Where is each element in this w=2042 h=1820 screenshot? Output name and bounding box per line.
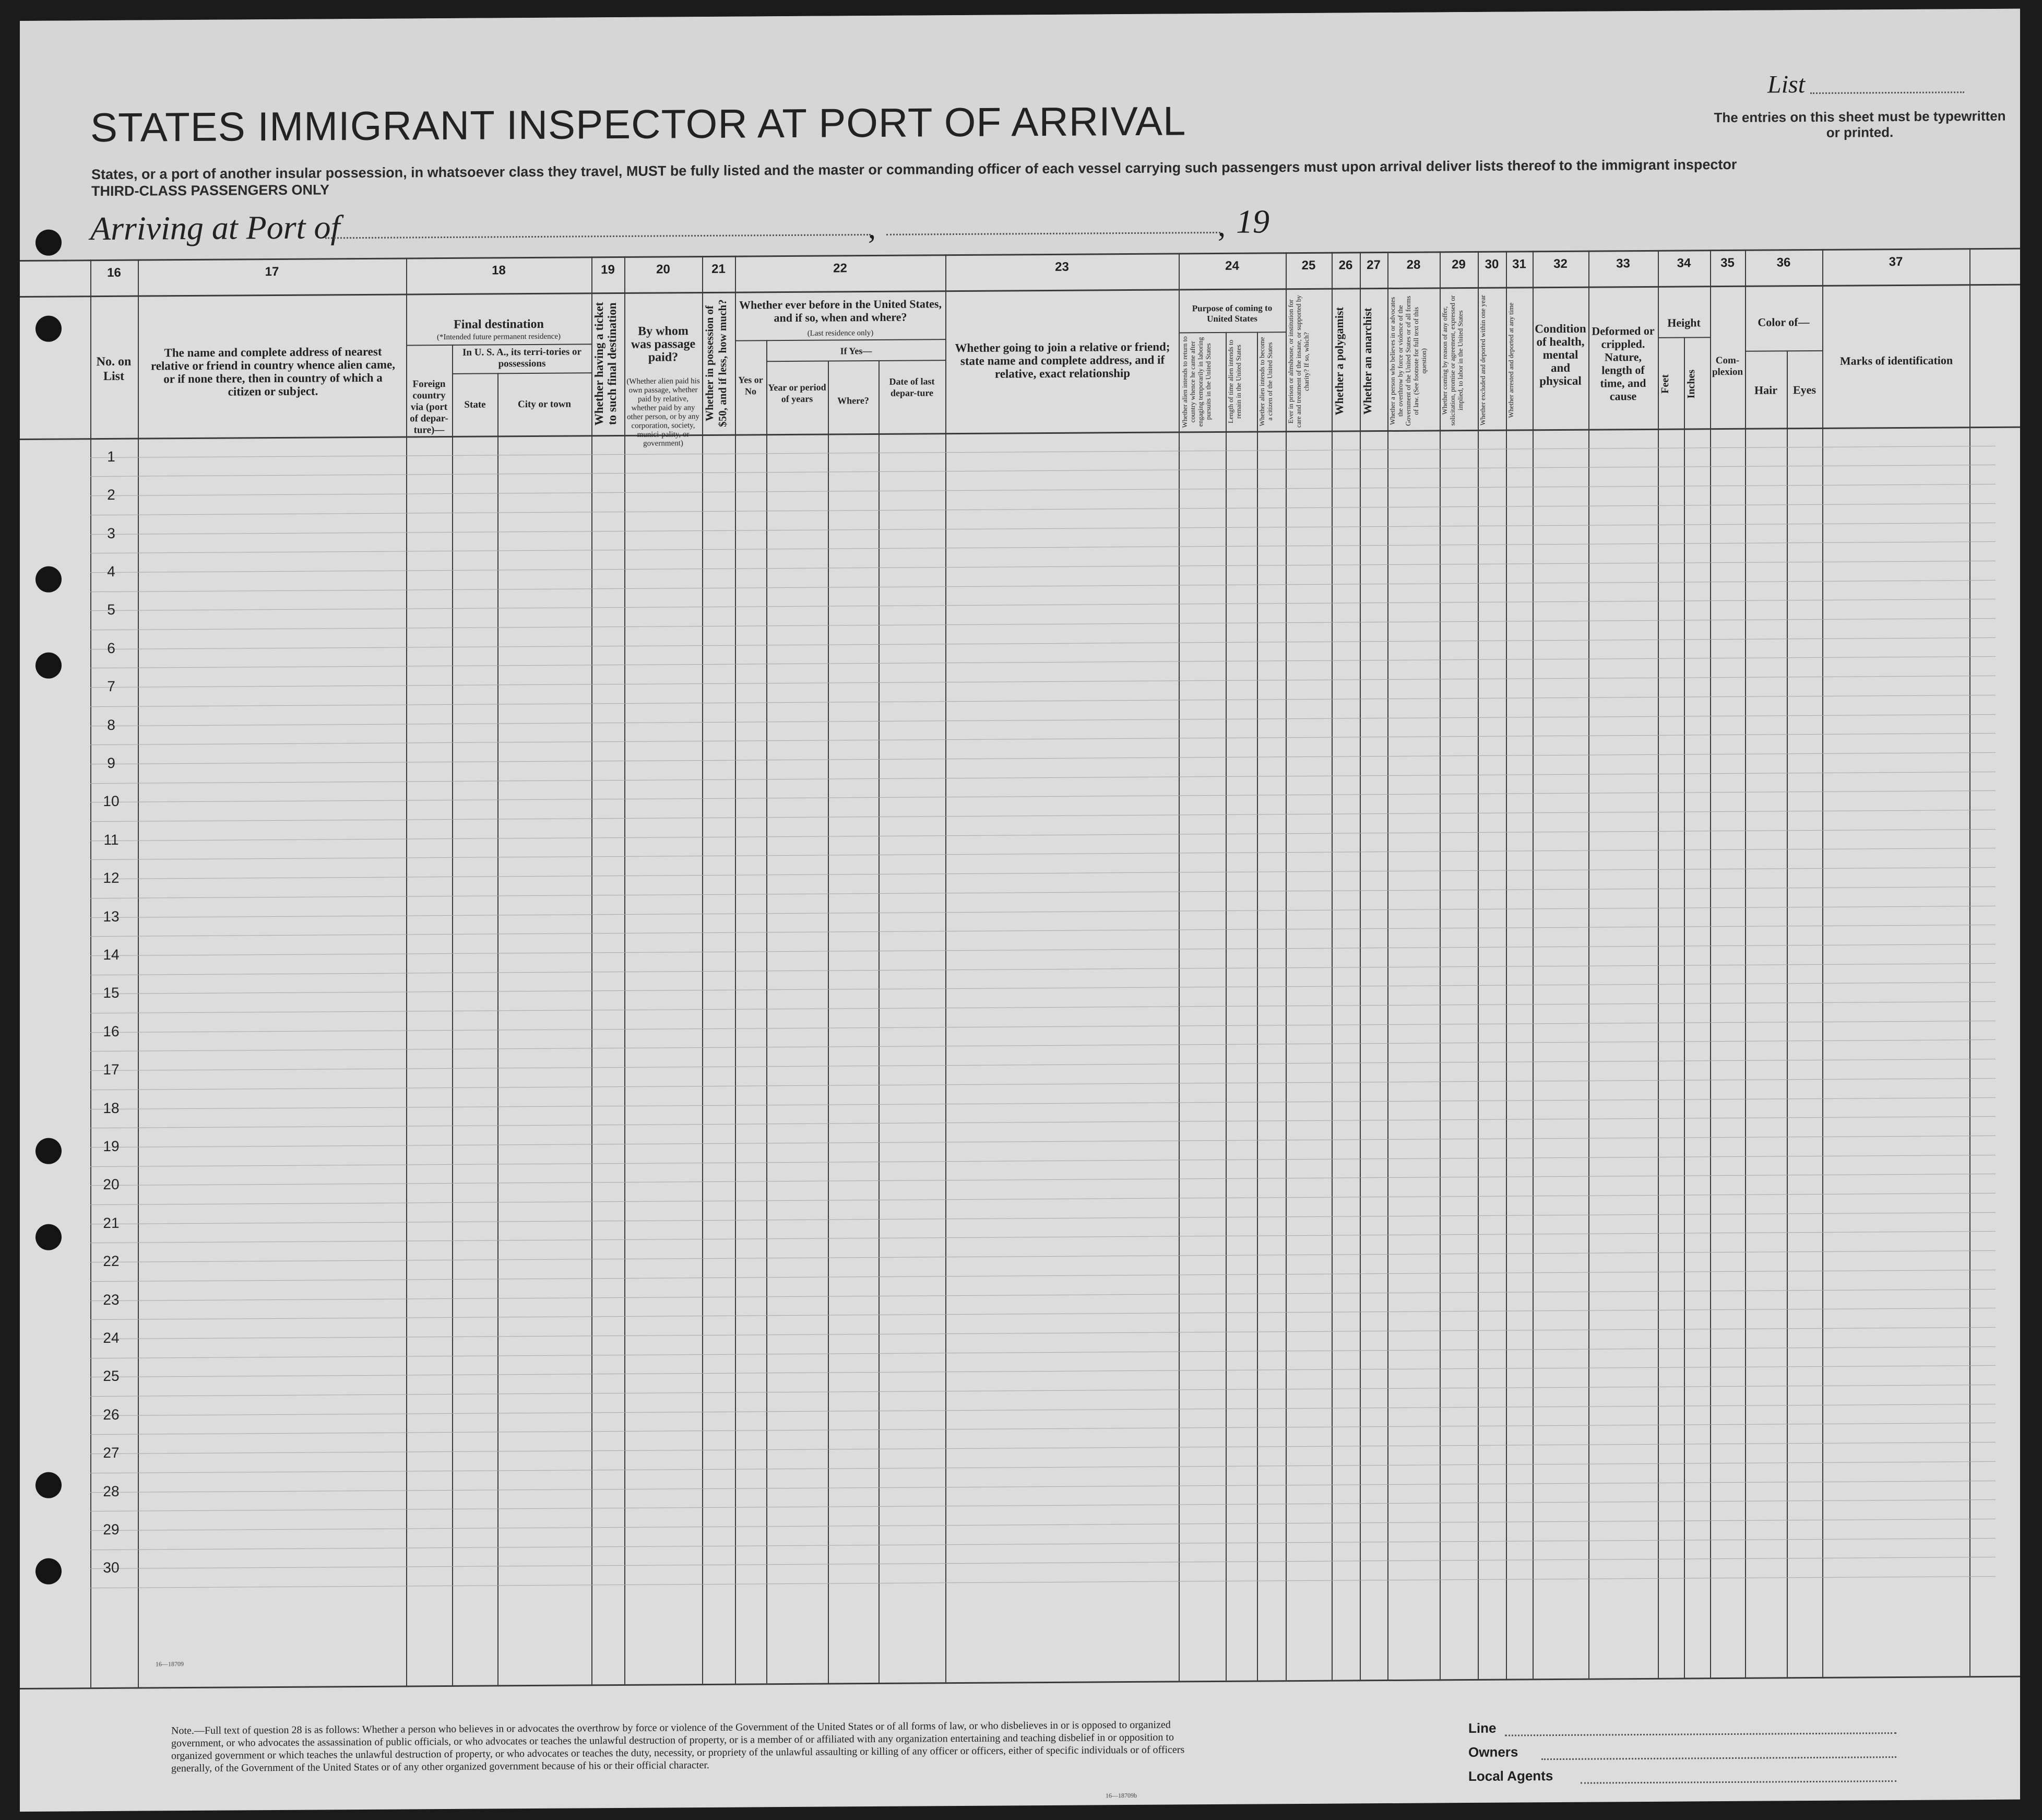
row-number: 10 <box>103 793 120 810</box>
column-number: 32 <box>1553 256 1568 271</box>
heading-no-on-list: No. on List <box>96 354 132 384</box>
column-number: 27 <box>1367 258 1381 273</box>
year-prefix: 19 <box>1236 203 1269 240</box>
comma-mark: , <box>1218 208 1226 243</box>
row-number: 5 <box>107 601 115 618</box>
grid-line <box>20 427 2020 440</box>
class-line: THIRD-CLASS PASSENGERS ONLY <box>91 182 330 199</box>
heading-eyes: Eyes <box>1793 383 1816 397</box>
heading-purpose: Purpose of coming to United States <box>1192 303 1273 324</box>
row-number: 8 <box>107 716 115 733</box>
heading-inches: Inches <box>1685 369 1697 399</box>
column-number: 26 <box>1338 258 1353 273</box>
column-number: 21 <box>711 262 726 276</box>
heading-feet: Feet <box>1659 374 1671 394</box>
column-number: 29 <box>1452 257 1466 272</box>
owners-label: Owners <box>1468 1744 1518 1760</box>
footnote-q28: Note.—Full text of question 28 is as follows: Whether a person who believes in or advocates the overthrow by force or violence of the Government of the United States or of all forms of law, or who disbelieves in or is opposed to organized government, or who advocates the assassination of public officials, or who advocates or teaches the unlawful destruction of property, or is a member of or affiliated with any organization entertaining and teaching disbelief in or opposition to organized government or which teaches the unlawful destruction of property, or who advocates or teaches the duty, necessity, or propriety of the unlawful assaulting or killing of any officer or officers, either of specific individuals or of officers generally, of the Government of the United States or of any other organized government because of his or their official character. <box>171 1719 1185 1775</box>
heading-city: City or town <box>517 398 572 410</box>
heading-final-destination: Final destination <box>454 317 544 332</box>
row-number: 13 <box>103 908 120 925</box>
row-number: 22 <box>103 1252 120 1270</box>
grid-line <box>878 360 880 1683</box>
heading-marks: Marks of identification <box>1839 353 1953 368</box>
heading-anarchist: Whether an anarchist <box>1361 308 1374 415</box>
line-label: Line <box>1468 1720 1497 1736</box>
heading-join-relative: Whether going to join a relative or friend; state name and complete address, and if relative, exact relationship <box>955 340 1170 381</box>
form-number: 16—18709b <box>1106 1791 1137 1800</box>
heading-ticket: Whether having a ticket to such final destination <box>592 302 619 426</box>
heading-complexion: Com-plexion <box>1712 354 1743 378</box>
grid-line <box>452 372 591 374</box>
heading-state: State <box>464 399 486 410</box>
row-number: 27 <box>103 1444 120 1461</box>
heading-yes-no: Yes or No <box>738 374 763 397</box>
grid-line <box>766 360 945 362</box>
row-number: 30 <box>103 1559 120 1576</box>
form-number: 16—18709 <box>156 1660 184 1668</box>
manifest-sheet <box>20 9 2020 1812</box>
grid-line <box>1787 350 1788 1677</box>
column-number: 30 <box>1485 257 1499 271</box>
row-number: 14 <box>103 946 120 963</box>
row-number: 24 <box>103 1329 120 1346</box>
column-number: 18 <box>492 263 506 278</box>
manifest-grid <box>20 9 2020 1812</box>
column-number: 25 <box>1301 258 1316 273</box>
grid-line <box>20 1676 2020 1689</box>
row-number: 17 <box>103 1061 120 1078</box>
column-number: 22 <box>833 261 847 276</box>
heading-deformed: Deformed or crippled. Nature, length of time, and cause <box>1592 324 1655 403</box>
heading-q30: Whether excluded and deported within one year <box>1479 295 1487 426</box>
heading-foreign-country: Foreign country via (port of depar-ture)— <box>410 379 448 436</box>
local-agents-label: Local Agents <box>1468 1768 1553 1784</box>
heading-possession-50: Whether in possession of $50, and if less, how much? <box>703 299 729 428</box>
heading-where: Where? <box>837 395 869 406</box>
page-title: STATES IMMIGRANT INSPECTOR AT PORT OF ARRIVAL <box>90 98 1186 151</box>
row-number: 6 <box>107 640 115 656</box>
heading-date-departure: Date of last depar-ture <box>889 376 935 398</box>
grid-line <box>1684 337 1685 1678</box>
row-number: 12 <box>103 869 120 887</box>
row-number: 3 <box>107 525 115 541</box>
row-number: 16 <box>103 1023 120 1039</box>
grid-line <box>406 344 591 346</box>
row-number: 29 <box>103 1521 120 1538</box>
column-number: 16 <box>107 265 121 280</box>
row-number: 11 <box>103 831 119 848</box>
row-number: 9 <box>107 754 115 771</box>
row-number: 21 <box>103 1214 120 1231</box>
row-number: 26 <box>103 1406 120 1423</box>
list-label: List <box>1767 70 1806 99</box>
grid-line <box>1745 350 1822 352</box>
column-number: 37 <box>1889 254 1903 269</box>
heading-if-yes: If Yes— <box>840 346 872 357</box>
heading-prison: Ever in prison or almshouse, or institution for care and treatment of the insane, or supported by charity? If so, which? <box>1287 295 1310 428</box>
arriving-label: Arriving at Port of <box>90 208 340 247</box>
row-number: 28 <box>103 1483 120 1499</box>
heading-in-usa: In U. S. A., its terri-tories or possessions <box>462 346 581 370</box>
row-number: 19 <box>103 1138 120 1154</box>
heading-purpose-c: Whether alien intends to become a citizen of the United States <box>1258 336 1274 427</box>
column-number: 36 <box>1776 255 1791 270</box>
column-number: 19 <box>601 263 615 277</box>
grid-line <box>828 361 829 1683</box>
grid-line <box>1179 332 1286 333</box>
row-number: 23 <box>103 1291 120 1308</box>
row-number: 2 <box>107 486 115 503</box>
grid-line <box>20 284 2020 298</box>
page-subtitle: States, or a port of another insular possession, in whatsoever class they travel, MUST be fully listed and the master or commanding officer of each vessel carrying such passengers must upon arrival deliver lists thereof to the immigrant inspector <box>91 156 1737 183</box>
column-number: 28 <box>1406 257 1421 272</box>
heading-condition: Condition of health, mental and physical <box>1535 322 1586 388</box>
grid-line <box>766 340 767 1683</box>
column-number: 33 <box>1616 256 1630 271</box>
heading-year-period: Year or period of years <box>768 382 826 405</box>
row-number: 4 <box>107 563 115 580</box>
heading-q29: Whether coming by reason of any offer, solicitation, promise or agreement, expressed or implied, to labor in the United States <box>1441 295 1464 426</box>
heading-color-of: Color of— <box>1758 315 1810 329</box>
heading-polygamist: Whether a polygamist <box>1333 307 1346 416</box>
heading-by-whom-note: (Whether alien paid his own passage, whether paid by relative, whether paid by any other person, or by any corporation, society, munici-pality, or government) <box>626 377 700 448</box>
heading-ever-before: Whether ever before in the United States, and if so, when and where? <box>739 297 942 325</box>
heading-name-address: The name and complete address of nearest relative or friend in country whence alien came, or if none there, then in country of which a citizen or subject. <box>150 345 395 398</box>
row-number: 7 <box>107 678 115 695</box>
heading-purpose-a: Whether alien intends to return to country whence he came after engaging temporarily in laboring pursuits in the United States <box>1181 336 1212 428</box>
heading-height: Height <box>1667 316 1701 329</box>
heading-q28: Whether a person who believes in or advocates the overthrow by force or violence of the Government of the United States or of all forms of law. (See footnote for full text of this question) <box>1388 296 1428 426</box>
column-number: 34 <box>1677 256 1691 270</box>
heading-q31: Whether arrested and deported at any time <box>1507 302 1515 418</box>
heading-final-destination-note: (*Intended future permanent residence) <box>437 332 561 342</box>
column-number: 24 <box>1225 258 1239 273</box>
row-number: 18 <box>103 1100 120 1116</box>
heading-hair: Hair <box>1754 383 1777 397</box>
row-number: 25 <box>103 1368 120 1385</box>
column-number: 17 <box>265 264 279 279</box>
row-number: 1 <box>107 448 115 465</box>
row-number: 15 <box>103 985 120 1001</box>
grid-line <box>452 345 453 1685</box>
column-number: 35 <box>1720 255 1735 270</box>
heading-purpose-b: Length of time alien intends to remain in the United States <box>1227 339 1242 423</box>
column-number: 20 <box>656 262 670 277</box>
comma-mark: , <box>868 210 876 245</box>
column-number: 31 <box>1512 257 1526 271</box>
typewritten-instructions: The entries on this sheet must be typewritten or printed. <box>1714 108 2006 140</box>
row-number: 20 <box>103 1176 120 1193</box>
heading-by-whom: By whom was passage paid? <box>631 324 696 364</box>
heading-ever-before-note: (Last residence only) <box>807 329 874 338</box>
column-number: 23 <box>1055 259 1069 274</box>
